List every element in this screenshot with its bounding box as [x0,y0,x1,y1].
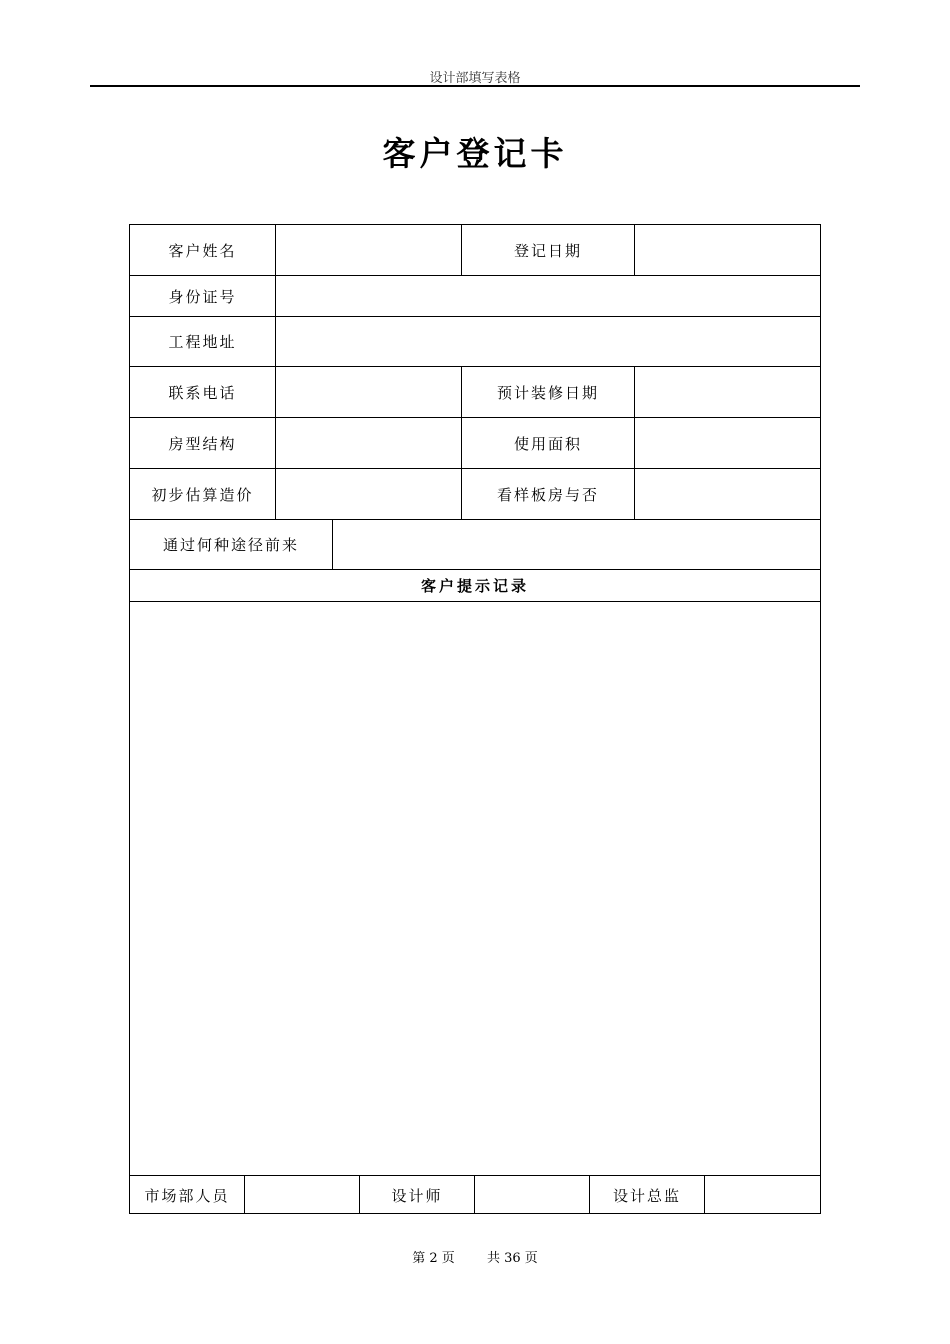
notes-header-row [130,570,820,602]
form-row-structure-area [130,418,820,469]
design-director-label: 设计总监 [590,1176,705,1214]
form-row-cost-sample [130,469,820,520]
design-director-field[interactable] [705,1176,820,1214]
id-number-field[interactable] [276,276,820,316]
header-divider [90,85,860,87]
house-structure-field[interactable] [276,418,462,468]
designer-field[interactable] [475,1176,590,1214]
page-number: 第 2 页 [412,1251,455,1266]
page-header: 设计部填写表格 [429,71,521,86]
project-address-field[interactable] [276,317,820,366]
designer-label: 设计师 [360,1176,475,1214]
referral-source-label: 通过何种途径前来 [130,520,333,569]
customer-name-field[interactable] [276,225,462,275]
renovation-date-label: 预计装修日期 [462,367,635,417]
form-row-address [130,317,820,367]
form-row-phone-date [130,367,820,418]
register-date-field[interactable] [635,225,820,275]
phone-field[interactable] [276,367,462,417]
house-structure-label: 房型结构 [130,418,276,468]
estimated-cost-label: 初步估算造价 [130,469,276,519]
marketing-staff-label: 市场部人员 [130,1176,245,1214]
register-date-label: 登记日期 [462,225,635,275]
customer-name-label: 客户姓名 [130,225,276,275]
id-number-label: 身份证号 [130,276,276,316]
notes-field[interactable] [130,601,820,1175]
form-row-source [130,520,820,570]
phone-label: 联系电话 [130,367,276,417]
usable-area-label: 使用面积 [462,418,635,468]
sample-room-field[interactable] [635,469,820,519]
notes-section-title: 客户提示记录 [420,577,529,595]
page-title: 客户登记卡 [382,134,568,173]
usable-area-field[interactable] [635,418,820,468]
estimated-cost-field[interactable] [276,469,462,519]
marketing-staff-field[interactable] [245,1176,360,1214]
page-footer [0,1247,950,1266]
project-address-label: 工程地址 [130,317,276,366]
signature-row [130,1175,820,1214]
form-row-id [130,276,820,317]
renovation-date-field[interactable] [635,367,820,417]
page-total: 共 36 页 [486,1251,538,1266]
registration-form [129,224,821,1214]
referral-source-field[interactable] [333,520,820,569]
form-row-name-date [130,225,820,276]
sample-room-label: 看样板房与否 [462,469,635,519]
